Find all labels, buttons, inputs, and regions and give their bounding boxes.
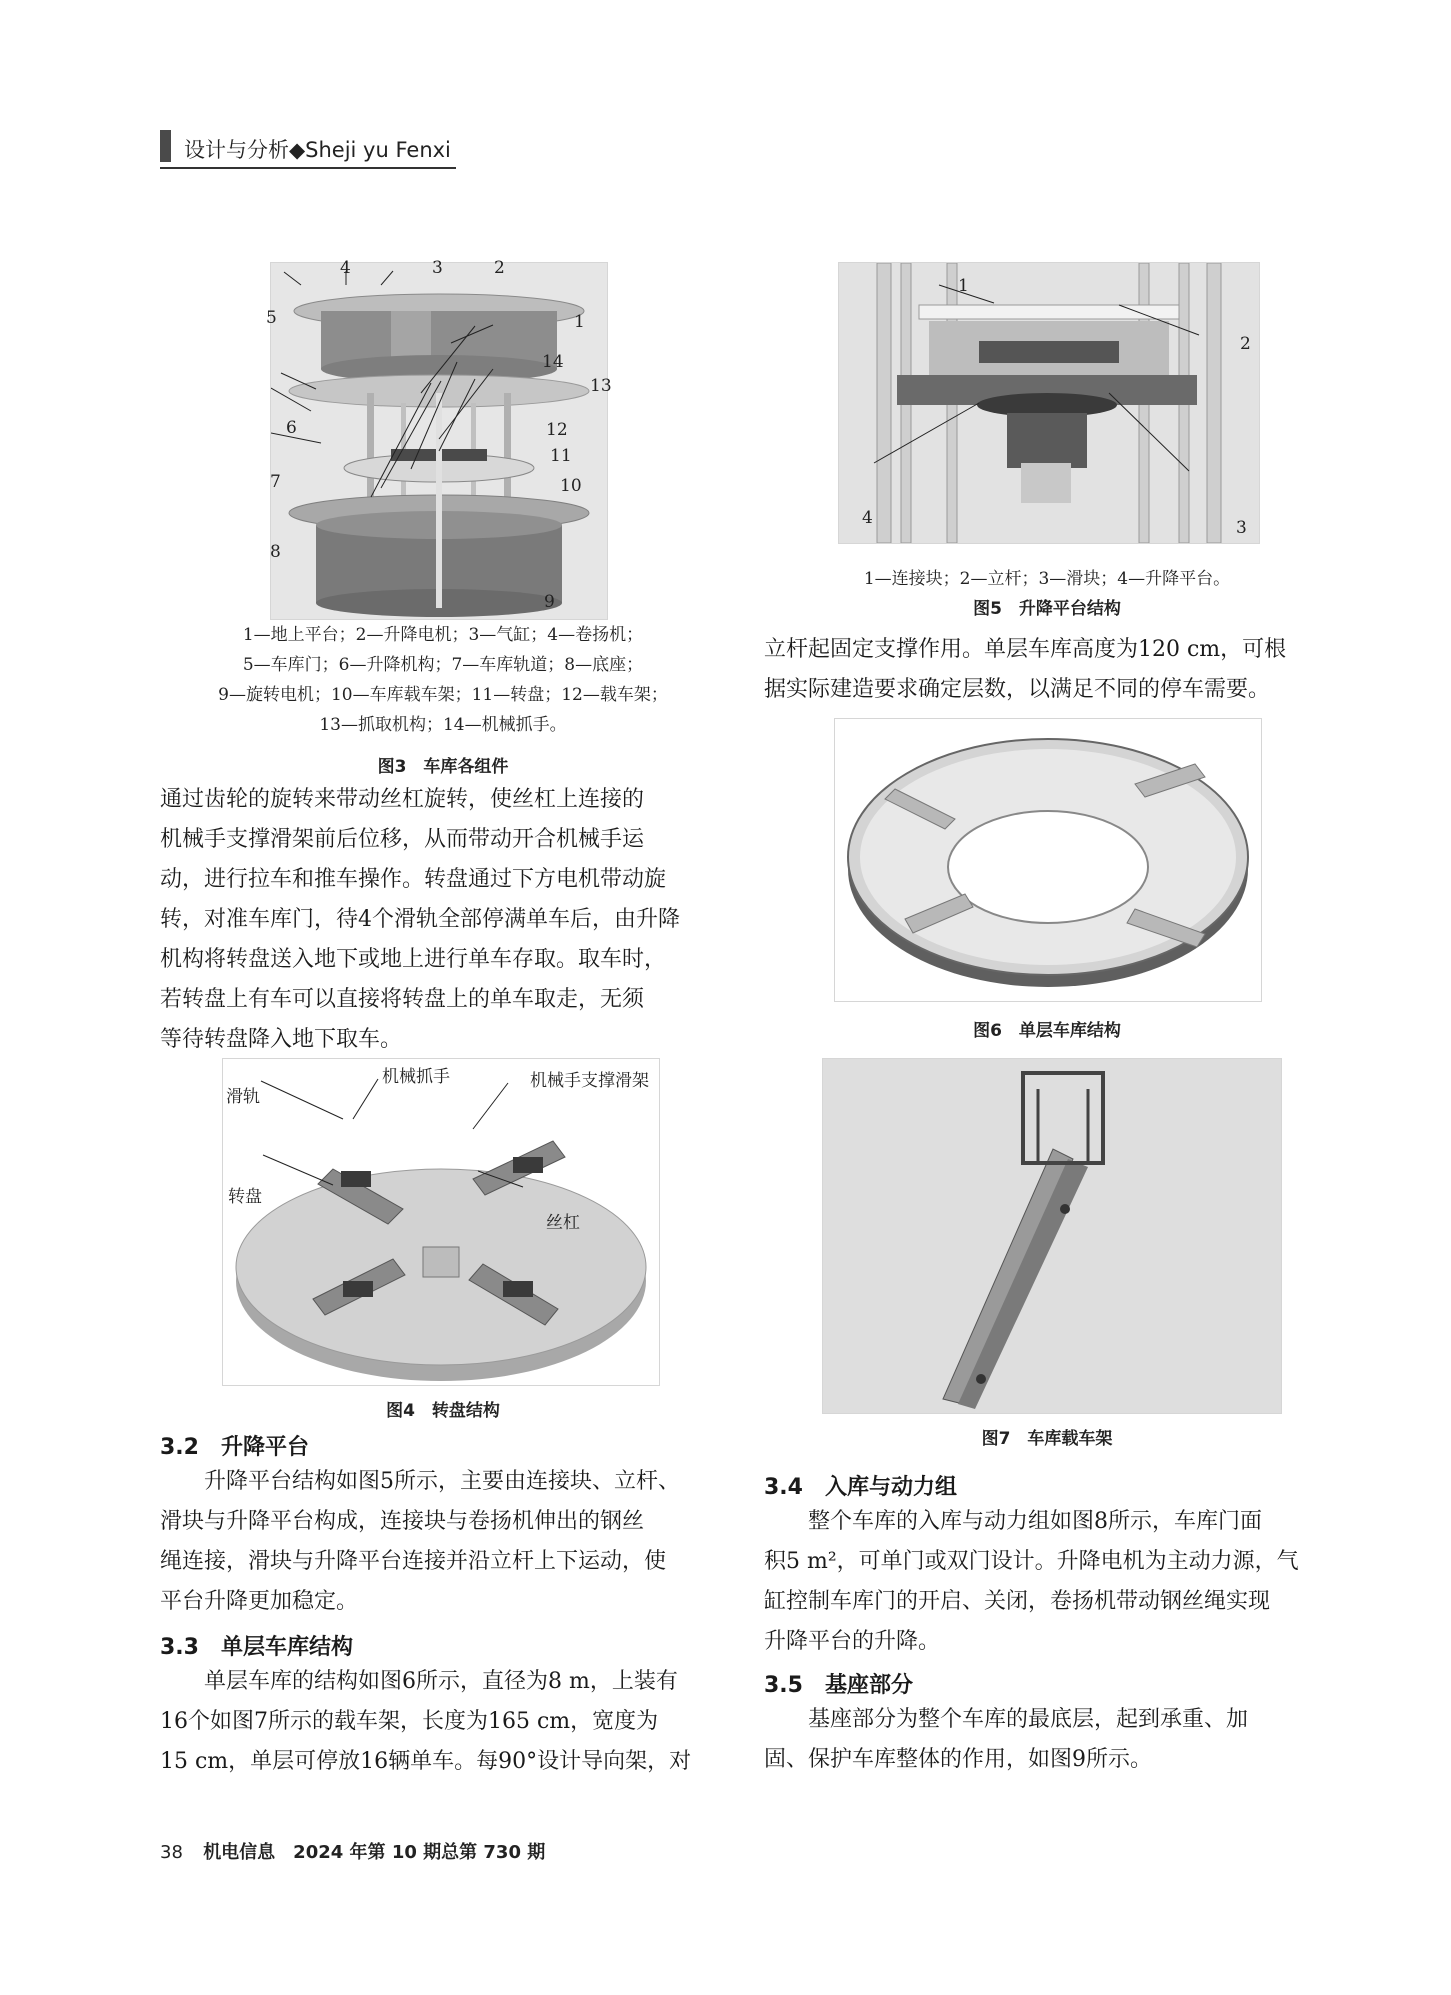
section-3-4-body (764, 1502, 1344, 1662)
fig3-callout-8: 8 (270, 542, 281, 562)
page-number: 38 (160, 1842, 183, 1863)
figure-3-drawing (271, 263, 607, 619)
fig3-legend-line: 9—旋转电机；10—车库载车架；11—转盘；12—载车架； (218, 685, 668, 705)
text-line: 机械手支撑滑架前后位移，从而带动开合机械手运 (160, 827, 645, 852)
fig3-callout-2: 2 (494, 258, 505, 278)
figure-7-drawing (823, 1059, 1281, 1413)
fig6-caption: 图6 单层车库结构 (973, 1021, 1121, 1041)
fig5-legend: 1—连接块；2—立杆；3—滑块；4—升降平台。 (863, 569, 1231, 589)
figure-6-image (834, 718, 1262, 1002)
fig3-callout-4: 4 (340, 258, 351, 278)
fig3-callout-10: 10 (560, 476, 582, 496)
fig4-label-rail: 滑轨 (226, 1087, 260, 1107)
fig3-legend-line: 13—抓取机构；14—机械抓手。 (319, 715, 567, 735)
text-line: 单层车库的结构如图6所示，直径为8 m，上装有 (160, 1669, 678, 1694)
text-line: 立杆起固定支撑作用。单层车库高度为120 cm，可根 (764, 637, 1287, 662)
section-3-4-heading: 3.4 入库与动力组 (764, 1475, 957, 1500)
text-line: 缸控制车库门的开启、关闭，卷扬机带动钢丝绳实现 (764, 1589, 1271, 1614)
fig3-callout-3: 3 (432, 258, 443, 278)
header-text: 设计与分析◆Sheji yu Fenxi (184, 138, 451, 162)
header-bar (160, 130, 171, 162)
text-line: 平台升降更加稳定。 (160, 1589, 359, 1614)
fig5-callout-4: 4 (862, 508, 873, 528)
fig5-callout-1: 1 (958, 276, 969, 296)
text-line: 通过齿轮的旋转来带动丝杠旋转，使丝杠上连接的 (160, 787, 645, 812)
running-header (160, 128, 720, 168)
fig4-label-turntable: 转盘 (228, 1187, 262, 1207)
text-line: 升降平台结构如图5所示，主要由连接块、立杆、 (160, 1469, 680, 1494)
text-line: 16个如图7所示的载车架，长度为165 cm，宽度为 (160, 1709, 659, 1734)
text-line: 滑块与升降平台构成，连接块与卷扬机伸出的钢丝 (160, 1509, 645, 1534)
text-line: 据实际建造要求确定层数，以满足不同的停车需要。 (764, 677, 1271, 702)
text-line: 转，对准车库门，待4个滑轨全部停满单车后，由升降 (160, 907, 680, 932)
text-line: 整个车库的入库与动力组如图8所示，车库门面 (764, 1509, 1262, 1534)
text-line: 动，进行拉车和推车操作。转盘通过下方电机带动旋 (160, 867, 667, 892)
left-paragraph-1 (160, 780, 730, 1060)
header-rule (160, 167, 456, 169)
fig7-caption: 图7 车库载车架 (981, 1429, 1113, 1449)
fig3-legend-line: 5—车库门；6—升降机构；7—车库轨道；8—底座； (242, 655, 644, 675)
fig3-callout-5: 5 (266, 308, 277, 328)
section-3-5-heading: 3.5 基座部分 (764, 1673, 913, 1698)
text-line: 积5 m²，可单门或双门设计。升降电机为主动力源，气 (764, 1549, 1299, 1574)
section-3-3-heading: 3.3 单层车库结构 (160, 1635, 353, 1660)
figure-5-drawing (839, 263, 1259, 543)
right-paragraph-1 (764, 630, 1344, 710)
figure-4-drawing (223, 1059, 659, 1385)
text-line: 等待转盘降入地下取车。 (160, 1027, 403, 1052)
text-line: 15 cm，单层可停放16辆单车。每90°设计导向架，对 (160, 1749, 692, 1774)
fig3-callout-9: 9 (544, 592, 555, 612)
figure-7-image (822, 1058, 1282, 1414)
figure-4-image (222, 1058, 660, 1386)
journal-issue: 机电信息 2024 年第 10 期总第 730 期 (203, 1842, 546, 1863)
fig5-callout-2: 2 (1240, 334, 1251, 354)
fig3-legend-line: 1—地上平台；2—升降电机；3—气缸；4—卷扬机； (242, 625, 644, 645)
fig3-caption: 图3 车库各组件 (377, 757, 509, 777)
figure-3-image (270, 262, 608, 620)
text-line: 固、保护车库整体的作用，如图9所示。 (764, 1747, 1152, 1772)
fig4-label-gripper: 机械抓手 (382, 1067, 450, 1087)
text-line: 若转盘上有车可以直接将转盘上的单车取走，无须 (160, 987, 645, 1012)
section-3-2-heading: 3.2 升降平台 (160, 1435, 309, 1460)
fig4-label-screw: 丝杠 (546, 1213, 580, 1233)
fig3-callout-14: 14 (542, 352, 564, 372)
fig5-caption: 图5 升降平台结构 (973, 599, 1121, 619)
text-line: 绳连接，滑块与升降平台连接并沿立杆上下运动，使 (160, 1549, 667, 1574)
page-footer (160, 1838, 545, 1864)
section-3-2-body (160, 1462, 730, 1622)
text-line: 机构将转盘送入地下或地上进行单车存取。取车时， (160, 947, 667, 972)
fig3-callout-7: 7 (270, 472, 281, 492)
fig3-callout-11: 11 (550, 446, 572, 466)
fig3-callout-12: 12 (546, 420, 568, 440)
text-line: 基座部分为整个车库的最底层，起到承重、加 (764, 1707, 1249, 1732)
figure-6-drawing (835, 719, 1261, 1001)
section-3-5-body (764, 1700, 1344, 1780)
fig3-callout-1: 1 (574, 312, 585, 332)
text-line: 升降平台的升降。 (764, 1629, 941, 1654)
fig3-callout-6: 6 (286, 418, 297, 438)
fig5-callout-3: 3 (1236, 518, 1247, 538)
figure-5-image (838, 262, 1260, 544)
fig4-caption: 图4 转盘结构 (386, 1401, 500, 1421)
section-3-3-body (160, 1662, 730, 1782)
fig3-callout-13: 13 (590, 376, 612, 396)
fig4-label-carriage: 机械手支撑滑架 (530, 1071, 649, 1091)
fig3-legend (160, 620, 726, 740)
